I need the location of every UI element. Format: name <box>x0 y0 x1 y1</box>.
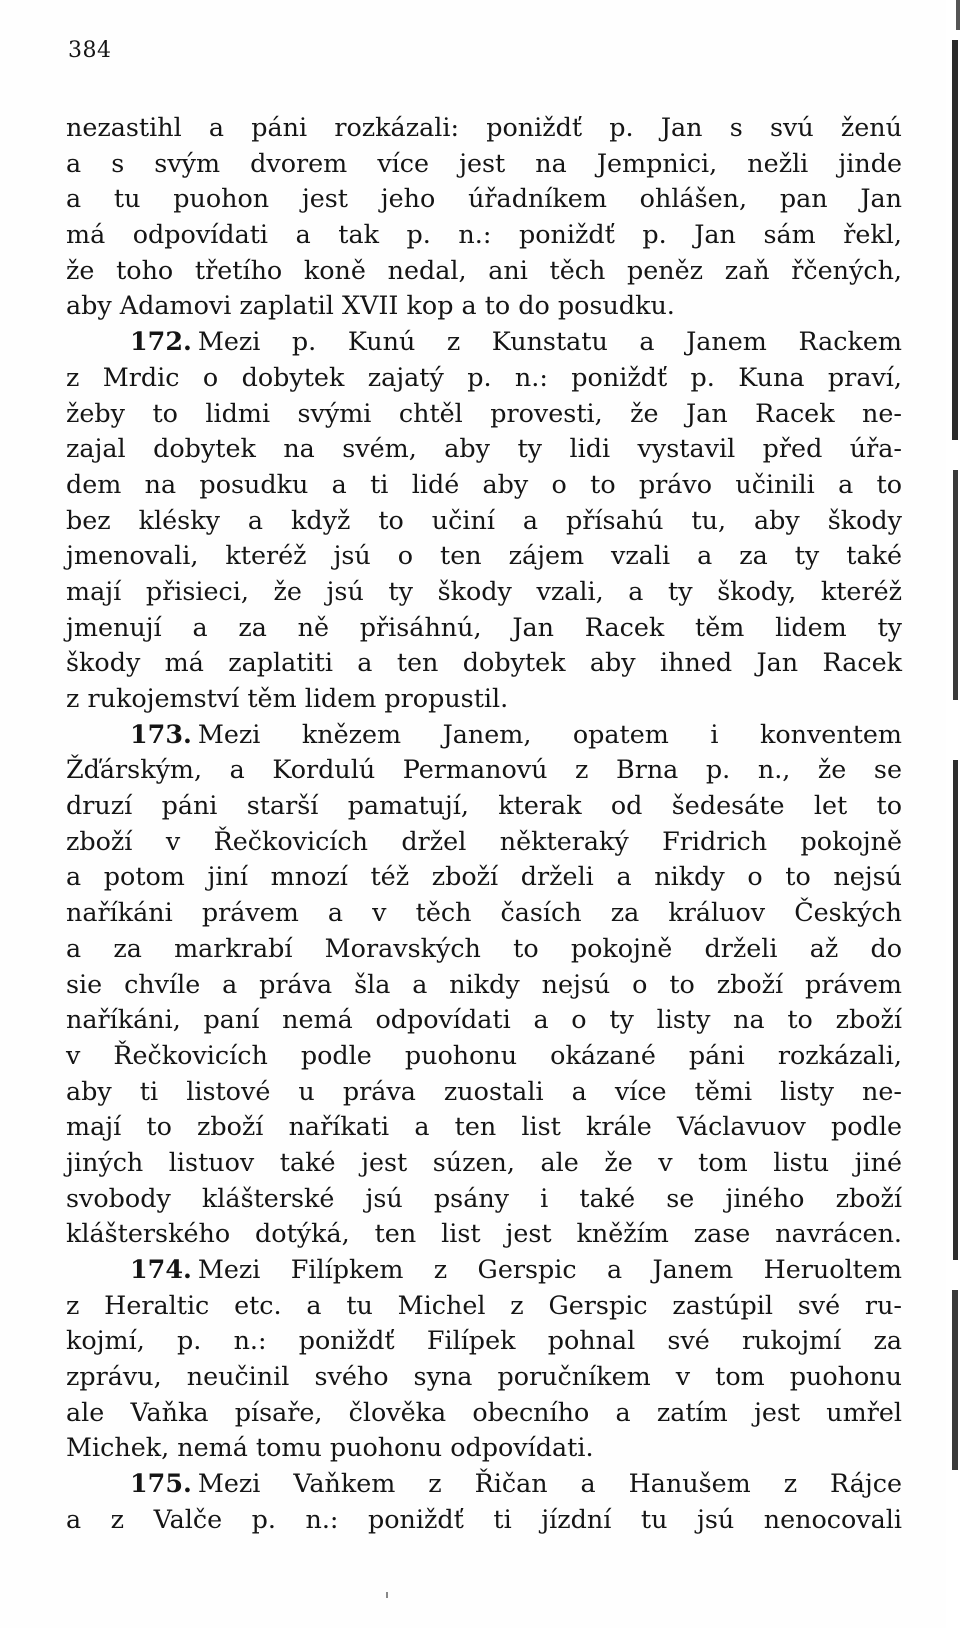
entry-number: 172. <box>130 326 192 357</box>
text-line: z Heraltic etc. a tu Michel z Gerspic zastúpil své ru- <box>66 1289 902 1320</box>
text-line: ale Vaňka písaře, člověka obecního a zatím jest umřel <box>66 1396 902 1427</box>
text-line: a z Valče p. n.: poniždť ti jízdní tu jsú nenocovali <box>66 1503 902 1534</box>
text-line: a tu puohon jest jeho úřadníkem ohlášen, pan Jan <box>66 183 902 214</box>
entry-174-start <box>66 1252 902 1288</box>
text-line: aby Adamovi zaplatil XVII kop a to do posudku. <box>66 290 675 321</box>
text-line: naříkáni, paní nemá odpovídati a o ty listy na to zboží <box>66 1004 902 1035</box>
text-line: a za markrabí Moravských to pokojně drželi až do <box>66 932 902 963</box>
entry-text: Mezi Vaňkem z Řičan a Hanušem z Rájce <box>197 1468 902 1499</box>
text-line: škody má zaplatiti a ten dobytek aby ihned Jan Racek <box>66 647 902 678</box>
text-line: klášterského dotýká, ten list jest kněžím zase navrácen. <box>66 1218 902 1249</box>
text-line: má odpovídati a tak p. n.: poniždť p. Jan sám řekl, <box>66 219 902 250</box>
entry-text: Mezi p. Kunú z Kunstatu a Janem Rackem <box>197 326 902 357</box>
text-line: Žďárským, a Kordulú Permanovú z Brna p. n., že se <box>66 754 902 785</box>
body-text <box>66 110 902 1538</box>
text-line: jmenují a za ně přisáhnú, Jan Racek těm lidem ty <box>66 611 902 642</box>
text-line: zprávu, neučinil svého syna poručníkem v tom puohonu <box>66 1361 902 1392</box>
entry-173-start <box>66 717 902 753</box>
entry-number: 174. <box>130 1254 192 1284</box>
text-line: mají to zboží naříkati a ten list krále Václavuov podle <box>66 1111 902 1142</box>
text-line: v Řečkovicích podle puohonu okázané páni rozkázali, <box>66 1039 902 1070</box>
entry-175-start <box>66 1466 902 1502</box>
text-line: svobody klášterské jsú psány i také se jiného zboží <box>66 1182 902 1213</box>
text-line: nezastihl a páni rozkázali: poniždť p. Jan s svú ženú <box>66 112 902 142</box>
entry-172-start <box>66 324 902 360</box>
text-line: z Mrdic o dobytek zajatý p. n.: poniždť p. Kuna praví, <box>66 361 902 392</box>
text-line: sie chvíle a práva šla a nikdy nejsú o to zboží právem <box>66 968 902 999</box>
print-speck <box>386 1592 388 1598</box>
text-line: aby ti listové u práva zuostali a více těmi listy ne- <box>66 1075 902 1106</box>
entry-number: 175. <box>130 1468 192 1499</box>
text-line: mají přisieci, že jsú ty škody vzali, a ty škody, kteréž <box>66 575 902 606</box>
text-line: jiných listuov také jest súzen, ale že v tom listu jiné <box>66 1146 902 1177</box>
text-line: že toho třetího koně nedal, ani těch peněz zaň řčených, <box>66 254 902 285</box>
text-line: kojmí, p. n.: poniždť Filípek pohnal své rukojmí za <box>66 1325 902 1356</box>
text-line: a s svým dvorem více jest na Jempnici, nežli jinde <box>66 147 902 178</box>
text-line: druzí páni starší pamatují, kterak od šedesáte let to <box>66 790 902 821</box>
text-line: naříkáni právem a v těch časích za králuov Českých <box>66 897 902 928</box>
text-line: a potom jiní mnozí též zboží drželi a nikdy o to nejsú <box>66 861 902 892</box>
entry-number: 173. <box>130 718 192 749</box>
text-line: žeby to lidmi svými chtěl provesti, že Jan Racek ne- <box>66 397 902 428</box>
page-number: 384 <box>68 38 112 63</box>
text-line: z rukojemství těm lidem propustil. <box>66 683 509 713</box>
text-line: bez klésky a když to učiní a přísahú tu, aby škody <box>66 504 902 535</box>
text-line: zajal dobytek na svém, aby ty lidi vystavil před úřa- <box>66 433 902 464</box>
text-line: zboží v Řečkovicích držel některaký Fridrich pokojně <box>66 825 902 856</box>
text-line: Michek, nemá tomu puohonu odpovídati. <box>66 1432 594 1463</box>
page-edge-shadow <box>946 0 960 1628</box>
entry-text: Mezi Filípkem z Gerspic a Janem Heruoltem <box>197 1254 902 1284</box>
text-line: jmenovali, kteréž jsú o ten zájem vzali a za ty také <box>66 540 902 571</box>
entry-text: Mezi knězem Janem, opatem i konventem <box>197 718 902 749</box>
text-line: dem na posudku a ti lidé aby o to právo učinili a to <box>66 468 902 499</box>
